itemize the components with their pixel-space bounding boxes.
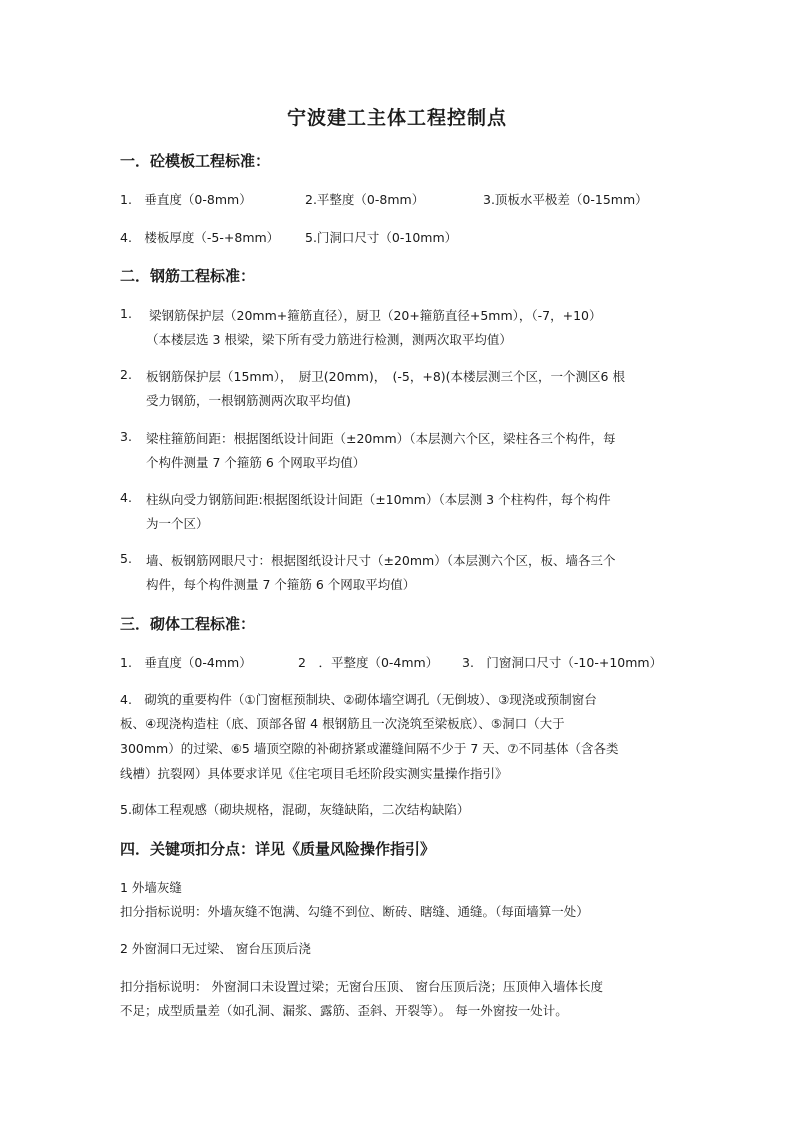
deduction-description: 不足；成型质量差（如孔洞、漏浆、露筋、歪斜、开裂等）。 每一外窗按一处计。 bbox=[120, 1003, 568, 1018]
masonry-item-openings: 3. 门窗洞口尺寸（-10-+10mm） bbox=[462, 655, 663, 670]
rebar-item-number: 2. bbox=[120, 367, 132, 382]
masonry-paragraph: 板、④现浇构造柱（底、顶部各留 4 根钢筋且一次浇筑至梁板底）、⑤洞口（大于 bbox=[120, 716, 565, 731]
rebar-item-text: （本楼层选 3 根梁，梁下所有受力筋进行检测，测两次取平均值） bbox=[146, 332, 512, 347]
masonry-paragraph: 线槽）抗裂网）具体要求详见《住宅项目毛坯阶段实测实量操作指引》 bbox=[120, 766, 508, 781]
rebar-item-number: 5. bbox=[120, 551, 132, 566]
rebar-item-text: 梁钢筋保护层（20mm+箍筋直径），厨卫（20+箍筋直径+5mm），（-7，+10） bbox=[149, 308, 602, 323]
section-heading-rebar: 二．钢筋工程标准： bbox=[120, 267, 256, 285]
formwork-item-slab-thickness: 4. 楼板厚度（-5-+8mm） bbox=[120, 230, 280, 245]
masonry-paragraph: 300mm）的过梁、⑥5 墙顶空隙的补砌挤紧或灌缝间隔不少于 7 天、⑦不同基体（含各类 bbox=[120, 741, 619, 756]
formwork-item-slab-level: 3.顶板水平极差（0-15mm） bbox=[483, 192, 648, 207]
rebar-item-text: 受力钢筋，一根钢筋测两次取平均值) bbox=[146, 393, 351, 408]
rebar-item-number: 4. bbox=[120, 490, 132, 505]
deduction-description: 扣分指标说明：外墙灰缝不饱满、勾缝不到位、断砖、瞎缝、通缝。（每面墙算一处） bbox=[120, 904, 589, 919]
rebar-item-text: 个构件测量 7 个箍筋 6 个网取平均值） bbox=[146, 455, 366, 470]
masonry-item-flatness: 2 ．平整度（0-4mm） bbox=[298, 655, 439, 670]
document-title: 宁波建工主体工程控制点 bbox=[286, 107, 507, 129]
deduction-title: 2 外窗洞口无过梁、 窗台压顶后浇 bbox=[120, 941, 311, 956]
formwork-item-verticality: 1. 垂直度（0-8mm） bbox=[120, 192, 252, 207]
deduction-title: 1 外墙灰缝 bbox=[120, 880, 182, 895]
section-heading-formwork: 一．砼模板工程标准： bbox=[120, 152, 271, 170]
masonry-paragraph: 4. 砌筑的重要构件（①门窗框预制块、②砌体墙空调孔（无倒坡）、③现浇或预制窗台 bbox=[120, 692, 597, 707]
formwork-item-door-opening: 5.门洞口尺寸（0-10mm） bbox=[305, 230, 458, 245]
rebar-item-text: 梁柱箍筋间距：根据图纸设计间距（±20mm）（本层测六个区，梁柱各三个构件，每 bbox=[146, 431, 616, 446]
rebar-item-text: 柱纵向受力钢筋间距:根据图纸设计间距（±10mm）（本层测 3 个柱构件，每个构件 bbox=[146, 492, 611, 507]
masonry-item-verticality: 1. 垂直度（0-4mm） bbox=[120, 655, 252, 670]
masonry-appearance: 5.砌体工程观感（砌块规格，混砌，灰缝缺陷，二次结构缺陷） bbox=[120, 802, 470, 817]
rebar-item-text: 板钢筋保护层（15mm）， 厨卫(20mm)， (-5，+8)(本楼层测三个区，一个测区6 根 bbox=[146, 369, 625, 384]
deduction-description: 扣分指标说明： 外窗洞口未设置过梁；无窗台压顶、 窗台压顶后浇；压顶伸入墙体长度 bbox=[120, 979, 603, 994]
rebar-item-text: 构件，每个构件测量 7 个箍筋 6 个网取平均值） bbox=[146, 577, 416, 592]
rebar-item-number: 3. bbox=[120, 429, 132, 444]
formwork-item-flatness: 2.平整度（0-8mm） bbox=[305, 192, 425, 207]
rebar-item-text: 墙、板钢筋网眼尺寸：根据图纸设计尺寸（±20mm）（本层测六个区，板、墙各三个 bbox=[146, 553, 616, 568]
section-heading-masonry: 三．砌体工程标准： bbox=[120, 615, 256, 633]
rebar-item-text: 为一个区） bbox=[146, 516, 209, 531]
section-heading-key-deductions: 四．关键项扣分点：详见《质量风险操作指引》 bbox=[120, 840, 436, 858]
rebar-item-number: 1. bbox=[120, 306, 132, 321]
